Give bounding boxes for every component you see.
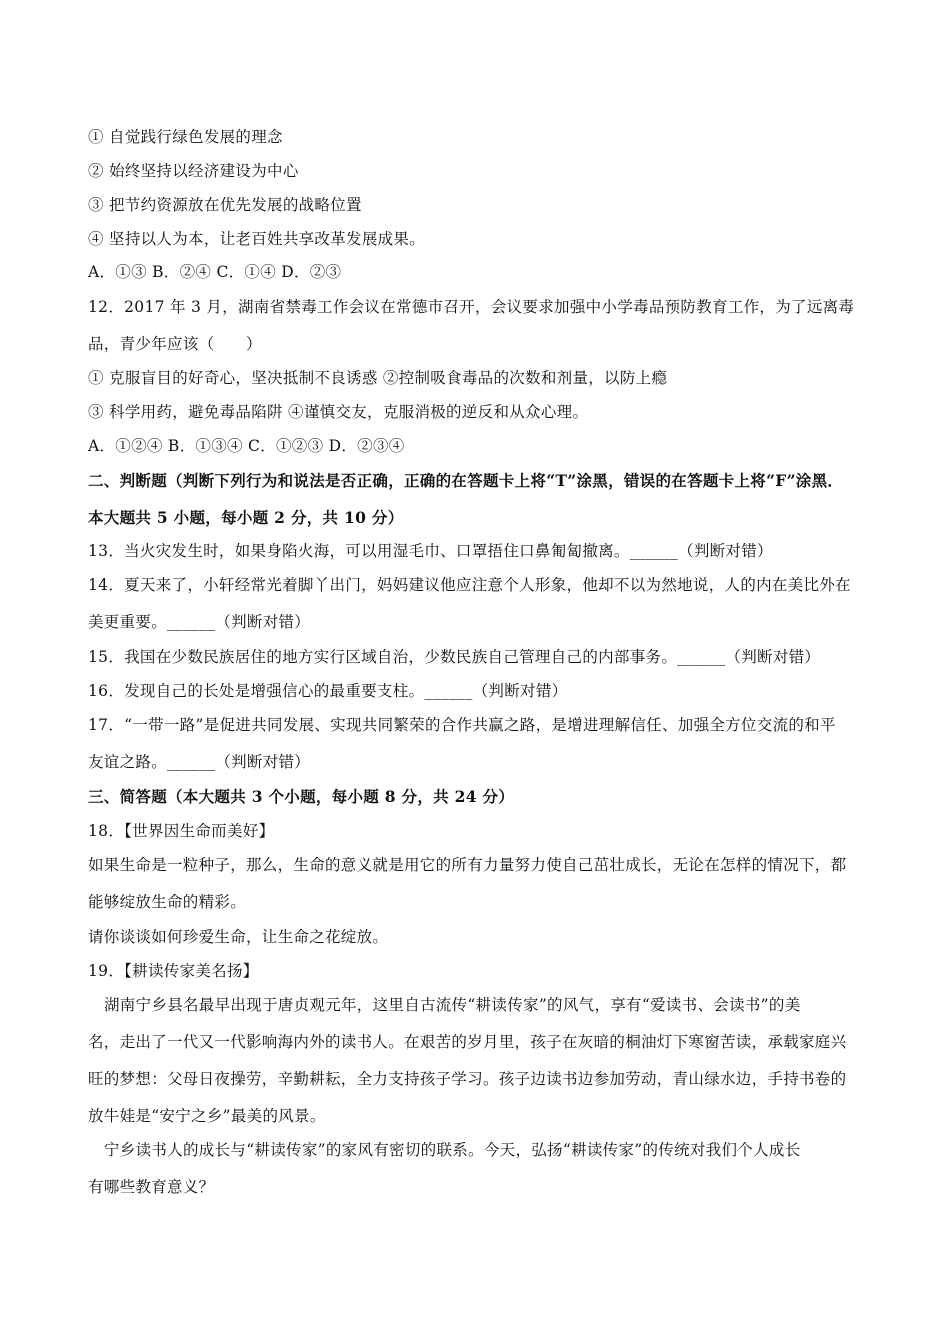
question-12-option-line-2: ③ 科学用药，避免毒品陷阱 ④谨慎交友，克服消极的逆反和从众心理。 <box>88 403 589 421</box>
question-12-option-line-1: ① 克服盲目的好奇心，坚决抵制不良诱惑 ②控制吸食毒品的次数和剂量，以防上瘾 <box>88 369 668 387</box>
question-18-line-1: 如果生命是一粒种子，那么，生命的意义就是用它的所有力量努力使自己茁壮成长，无论在怎样的情况下，都 <box>88 856 847 874</box>
question-14-line-1: 14．夏天来了，小轩经常光着脚丫出门，妈妈建议他应注意个人形象，他却不以为然地说，人的内在美比外在 <box>88 576 851 594</box>
section-2-heading-line-1: 二、判断题（判断下列行为和说法是否正确，正确的在答题卡上将“T”涂黑，错误的在答题卡上将“F”涂黑． <box>88 471 844 490</box>
answer-choices-12: A．①②④ B．①③④ C．①②③ D．②③④ <box>88 437 405 455</box>
question-19-para-1-line-3: 旺的梦想：父母日夜操劳，辛勤耕耘，全力支持孩子学习。孩子边读书边参加劳动，青山绿水边，手持书卷的 <box>88 1070 847 1088</box>
question-12-line-1: 12．2017 年 3 月，湖南省禁毒工作会议在常德市召开，会议要求加强中小学毒品预防教育工作，为了远离毒 <box>88 298 855 316</box>
answer-choices-11: A．①③ B．②④ C．①④ D．②③ <box>88 263 342 281</box>
question-19-para-2-line-1: 宁乡读书人的成长与“耕读传家”的家风有密切的联系。今天，弘扬“耕读传家”的传统对我们个人成长 <box>104 1141 801 1159</box>
section-3-heading: 三、简答题（本大题共 3 个小题，每小题 8 分，共 24 分） <box>88 787 515 806</box>
section-2-heading-line-2: 本大题共 5 小题，每小题 2 分，共 10 分） <box>88 508 404 527</box>
question-19-title: 19．【耕读传家美名扬】 <box>88 962 259 980</box>
question-19-para-1-line-1: 湖南宁乡县名最早出现于唐贞观元年，这里自古流传“耕读传家”的风气，享有“爱读书、会读书”的美 <box>104 996 801 1014</box>
question-15: 15．我国在少数民族居住的地方实行区域自治，少数民族自己管理自己的内部事务。______（判断对错） <box>88 648 821 666</box>
question-18-title: 18．【世界因生命而美好】 <box>88 822 275 840</box>
option-line-2: ② 始终坚持以经济建设为中心 <box>88 162 299 180</box>
question-12-line-2: 品，青少年应该（ ） <box>88 335 262 353</box>
option-line-1: ① 自觉践行绿色发展的理念 <box>88 128 283 146</box>
question-19-para-1-line-2: 名，走出了一代又一代影响海内外的读书人。在艰苦的岁月里，孩子在灰暗的桐油灯下寒窗苦读，承载家庭兴 <box>88 1033 847 1051</box>
question-14-line-2: 美更重要。______（判断对错） <box>88 613 311 631</box>
question-18-line-2: 能够绽放生命的精彩。 <box>88 893 247 911</box>
question-19-para-1-line-4: 放牛娃是“安宁之乡”最美的风景。 <box>88 1107 326 1125</box>
question-16: 16．发现自己的长处是增强信心的最重要支柱。______（判断对错） <box>88 682 568 700</box>
option-line-4: ④ 坚持以人为本，让老百姓共享改革发展成果。 <box>88 230 426 248</box>
question-13: 13．当火灾发生时，如果身陷火海，可以用湿毛巾、口罩捂住口鼻匍匐撤离。______（判断对错） <box>88 542 773 560</box>
question-19-para-2-line-2: 有哪些教育意义？ <box>88 1178 215 1196</box>
question-17-line-1: 17．“一带一路”是促进共同发展、实现共同繁荣的合作共赢之路，是增进理解信任、加强全方位交流的和平 <box>88 716 836 734</box>
question-17-line-2: 友谊之路。______（判断对错） <box>88 753 311 771</box>
option-line-3: ③ 把节约资源放在优先发展的战略位置 <box>88 196 362 214</box>
question-18-prompt: 请你谈谈如何珍爱生命，让生命之花绽放。 <box>88 928 389 946</box>
